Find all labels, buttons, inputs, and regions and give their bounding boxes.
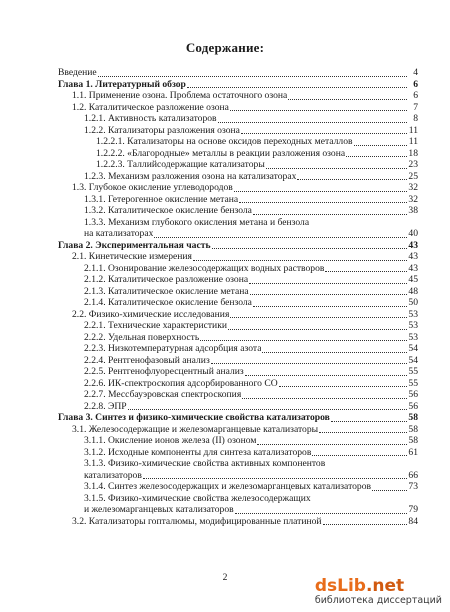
- toc-dot-leader: [143, 477, 407, 479]
- toc-entry-page: 11: [408, 124, 418, 136]
- watermark-logo-tld: .net: [365, 576, 405, 596]
- toc-entry: [58, 458, 418, 470]
- dslib-watermark: [315, 577, 442, 606]
- toc-entry-label: 2.2.6. ИК-спектроскопия адсорбированного CO: [84, 377, 278, 389]
- toc-entry: [58, 274, 418, 286]
- toc-entry: [58, 263, 418, 275]
- toc-entry-page: 25: [408, 170, 418, 182]
- toc-entry-label: 2.1.2. Каталитическое разложение озона: [84, 274, 249, 285]
- toc-entry-page: 54: [408, 354, 418, 366]
- toc-dot-leader: [297, 178, 407, 180]
- watermark-logo-main: dsLib: [314, 576, 366, 596]
- toc-entry-label: 2.2.8. ЭПР: [84, 400, 127, 412]
- toc-dot-leader: [211, 362, 407, 364]
- toc-dot-leader: [241, 132, 407, 134]
- toc-entry: [58, 504, 418, 516]
- toc-entry-label: 1.2.2.1. Катализаторы на основе оксидов переходных металлов: [96, 136, 353, 147]
- toc-entry-page: 32: [408, 193, 418, 205]
- toc-entry: [58, 424, 418, 436]
- toc-entry: [58, 378, 418, 390]
- toc-entry-page: 8: [413, 113, 418, 124]
- toc-entry-label: 3.1.3. Физико-химические свойства активных компонентов: [84, 458, 326, 469]
- toc-entry-page: 6: [413, 90, 418, 101]
- toc-dot-leader: [288, 98, 407, 100]
- toc-entry-label: 1.2.2. Катализаторы разложения озона: [84, 124, 240, 136]
- watermark-logo: [315, 577, 442, 595]
- toc-entry-page: 56: [408, 389, 418, 400]
- toc-entry-page: 54: [408, 343, 418, 354]
- toc-entry-page: 66: [408, 469, 418, 481]
- toc-entry: [58, 113, 418, 125]
- toc-entry-page: 43: [408, 251, 418, 262]
- toc-dot-leader: [234, 190, 407, 192]
- toc-entry-page: 55: [408, 377, 418, 389]
- toc-entry-page: 50: [408, 297, 418, 308]
- toc-entry: [58, 67, 418, 79]
- toc-entry: [58, 194, 418, 206]
- toc-dot-leader: [235, 512, 407, 514]
- toc-entry-page: 55: [408, 366, 418, 377]
- toc-dot-leader: [262, 351, 407, 353]
- toc-entry-label: 1.2.2.2. «Благородные» металлы в реакции разложения озона: [96, 147, 346, 159]
- toc-entry: [58, 205, 418, 217]
- toc-entry-label: Глава 1. Литературный обзор: [58, 78, 186, 90]
- toc-dot-leader: [253, 213, 407, 215]
- toc-entry-label: 2.1.3. Каталитическое окисление метана: [84, 285, 249, 297]
- toc-dot-leader: [331, 420, 407, 422]
- toc-dot-leader: [325, 270, 407, 272]
- toc-dot-leader: [193, 259, 407, 261]
- toc-dot-leader: [230, 109, 407, 111]
- toc-entry: [58, 309, 418, 321]
- toc-entry-label: и железомарганцевых катализаторов: [84, 504, 234, 515]
- toc-dot-leader: [128, 408, 407, 410]
- toc-entry: [58, 366, 418, 378]
- toc-dot-leader: [245, 374, 407, 376]
- toc-entry-page: 18: [408, 147, 418, 159]
- toc-entry-label: 2.2. Физико-химические исследования: [72, 308, 230, 320]
- toc-entry: [58, 493, 418, 505]
- toc-dot-leader: [279, 385, 407, 387]
- toc-entry-label: 3.1.4. Синтез железосодержащих и железомарганцевых катализаторов: [84, 481, 372, 492]
- toc-entry-page: 45: [408, 274, 418, 285]
- toc-dot-leader: [228, 328, 407, 330]
- toc-dot-leader: [218, 121, 407, 123]
- toc-entry: [58, 171, 418, 183]
- toc-entry-label: 3.1.1. Окисление ионов железа (II) озоном: [84, 435, 257, 446]
- toc-entry: [58, 447, 418, 459]
- toc-entry: [58, 240, 418, 252]
- toc-entry: [58, 228, 418, 240]
- toc-entry: [58, 148, 418, 160]
- toc-entry-label: Глава 2. Экспериментальная часть: [58, 239, 211, 251]
- toc-entry: [58, 516, 418, 528]
- toc-entry-page: 73: [408, 481, 418, 492]
- toc-entry-page: 43: [408, 239, 418, 251]
- toc-entry-label: 2.2.3. Низкотемпературная адсорбция азота: [84, 343, 262, 354]
- toc-entry: [58, 297, 418, 309]
- toc-entry-page: 53: [408, 331, 418, 343]
- toc-dot-leader: [200, 339, 407, 341]
- toc-dot-leader: [319, 431, 407, 433]
- toc-entry-label: 2.2.7. Мессбауэровская спектроскопия: [84, 389, 242, 400]
- toc-dot-leader: [257, 443, 407, 445]
- toc-dot-leader: [323, 523, 407, 525]
- toc-entry-label: 1.3.2. Каталитическое окисление бензола: [84, 205, 252, 216]
- toc-entry-label: 2.1. Кинетические измерения: [72, 251, 192, 262]
- toc-entry: [58, 355, 418, 367]
- toc-entry: [58, 412, 418, 424]
- toc-entry-label: катализаторов: [84, 469, 142, 481]
- toc-entry: [58, 90, 418, 102]
- toc-entry-page: 53: [408, 320, 418, 331]
- toc-entry: [58, 102, 418, 114]
- toc-entry-label: 1.2.2.3. Таллийсодержащие катализаторы: [96, 159, 265, 170]
- toc-entry-label: 1.2.1. Активность катализаторов: [84, 113, 217, 124]
- toc-entry-label: 1.3. Глубокое окисление углеводородов: [72, 182, 233, 193]
- toc-entry: [58, 481, 418, 493]
- toc-dot-leader: [98, 75, 407, 77]
- toc-entry: [58, 182, 418, 194]
- toc-entry: [58, 286, 418, 298]
- toc-entry-label: 3.1.2. Исходные компоненты для синтеза катализаторов: [84, 446, 312, 458]
- toc-dot-leader: [230, 316, 407, 318]
- toc-entry-label: 1.1. Применение озона. Проблема остаточного озона: [72, 90, 288, 101]
- toc-entry-label: на катализаторах: [84, 228, 154, 239]
- toc-entry: [58, 125, 418, 137]
- toc-dot-leader: [239, 201, 407, 203]
- toc-entry-page: 61: [408, 446, 418, 458]
- toc-entry-page: 40: [408, 228, 418, 239]
- toc-entry-label: 3.1. Железосодержащие и железомарганцевые катализаторы: [72, 423, 319, 435]
- toc-entry-page: 84: [408, 515, 418, 527]
- toc-entry-label: 2.1.1. Озонирование железосодержащих водных растворов: [84, 262, 325, 274]
- toc-entry-page: 11: [408, 136, 418, 147]
- toc-entry-page: 56: [408, 400, 418, 412]
- toc-entry-page: 4: [413, 67, 418, 78]
- toc-entry-label: Глава 3. Синтез и физико-химические свойства катализаторов: [58, 412, 330, 423]
- watermark-subtitle: библиотека диссертаций: [314, 595, 442, 606]
- toc-title: Содержание:: [185, 40, 265, 55]
- toc-entry: [58, 389, 418, 401]
- toc-entry: [58, 401, 418, 413]
- toc-entry-page: 23: [408, 159, 418, 170]
- toc-dot-leader: [242, 397, 407, 399]
- toc-entry: [58, 79, 418, 91]
- toc-entry-page: 7: [413, 101, 418, 113]
- toc-entry: [58, 251, 418, 263]
- toc-entry-label: 2.2.1. Технические характеристики: [84, 320, 227, 331]
- toc-entry: [58, 470, 418, 482]
- toc-entry-label: 1.2. Каталитическое разложение озона: [72, 101, 229, 113]
- toc-entry-label: 3.1.5. Физико-химические свойства железосодержащих: [84, 492, 311, 504]
- toc-entry-label: 2.1.4. Каталитическое окисление бензола: [84, 297, 252, 308]
- toc-entry-page: 48: [408, 285, 418, 297]
- toc-entry-page: 6: [413, 78, 418, 90]
- toc-dot-leader: [212, 247, 407, 249]
- toc-dot-leader: [154, 236, 407, 238]
- toc-entry-label: 3.2. Катализаторы гопталюмы, модифицированные платиной: [72, 515, 322, 527]
- toc-entry-page: 38: [408, 205, 418, 216]
- toc-entry: [58, 159, 418, 171]
- toc-entry-label: Введение: [58, 67, 97, 78]
- toc-entry-page: 58: [408, 423, 418, 435]
- toc-dot-leader: [346, 155, 407, 157]
- toc-entry-page: 53: [408, 308, 418, 320]
- toc-entry-label: 1.2.3. Механизм разложения озона на катализаторах: [84, 170, 297, 182]
- toc-entry: [58, 217, 418, 229]
- toc-dot-leader: [187, 86, 407, 88]
- toc-entry-page: 58: [408, 435, 418, 446]
- toc-dot-leader: [372, 489, 407, 491]
- toc-dot-leader: [249, 282, 407, 284]
- toc-entry: [58, 435, 418, 447]
- toc-dot-leader: [253, 305, 407, 307]
- toc-entry: [58, 343, 418, 355]
- toc-entry-label: 2.2.5. Рентгенофлуоресцентный анализ: [84, 366, 244, 377]
- toc-dot-leader: [250, 293, 407, 295]
- toc-entry-label: 2.2.2. Удельная поверхность: [84, 331, 200, 343]
- toc-dot-leader: [354, 144, 407, 146]
- toc-entry-page: 32: [408, 182, 418, 193]
- toc-dot-leader: [266, 167, 407, 169]
- toc-entry-label: 1.3.3. Механизм глубокого окисления метана и бензола: [84, 216, 310, 228]
- toc-entry-label: 2.2.4. Рентгенофазовый анализ: [84, 354, 210, 366]
- toc-entry-label: 1.3.1. Гетерогенное окисление метана: [84, 193, 239, 205]
- toc-entry: [58, 332, 418, 344]
- table-of-contents: [58, 67, 418, 527]
- toc-entry-page: 58: [408, 412, 418, 423]
- page-number: 2: [222, 572, 228, 583]
- toc-entry-page: 43: [408, 262, 418, 274]
- toc-entry: [58, 320, 418, 332]
- toc-entry-page: 79: [408, 504, 418, 515]
- toc-dot-leader: [312, 454, 407, 456]
- toc-entry: [58, 136, 418, 148]
